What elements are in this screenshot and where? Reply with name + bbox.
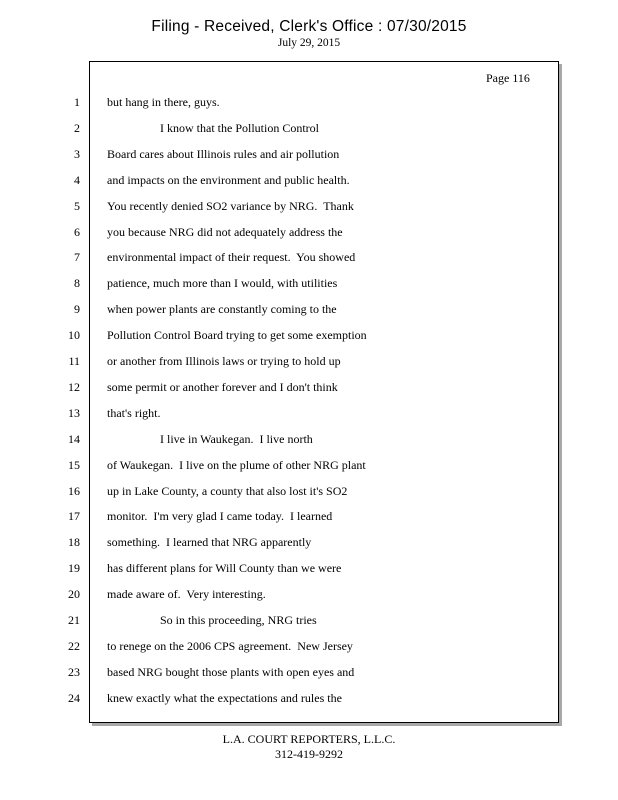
line-number: 7	[74, 250, 80, 264]
page-number: Page 116	[486, 71, 530, 85]
line-number: 18	[68, 535, 80, 549]
transcript-line-text: that's right.	[107, 406, 161, 420]
transcript-line-text: you because NRG did not adequately address the	[107, 225, 343, 239]
line-number: 4	[74, 173, 80, 187]
transcript-line-text: based NRG bought those plants with open eyes and	[107, 665, 355, 679]
transcript-line-text: or another from Illinois laws or trying to hold up	[107, 354, 341, 368]
court-reporter-phone: 312-419-9292	[275, 747, 343, 761]
line-number: 10	[68, 328, 80, 342]
line-number: 20	[68, 587, 80, 601]
transcript-line-text: knew exactly what the expectations and rules the	[107, 691, 342, 705]
line-number: 2	[74, 121, 80, 135]
line-number: 15	[68, 458, 80, 472]
transcript-line-text: Pollution Control Board trying to get some exemption	[107, 328, 367, 342]
transcript-line-text: So in this proceeding, NRG tries	[160, 613, 317, 627]
transcript-line-text: but hang in there, guys.	[107, 95, 220, 109]
filing-stamp: Filing - Received, Clerk's Office : 07/30/2015	[151, 18, 467, 35]
transcript-line-text: when power plants are constantly coming to the	[107, 302, 337, 316]
line-number: 3	[74, 147, 80, 161]
line-number: 16	[68, 484, 80, 498]
transcript-line-text: up in Lake County, a county that also lost it's SO2	[107, 484, 348, 498]
transcript-line-text: patience, much more than I would, with utilities	[107, 276, 338, 290]
line-number: 24	[68, 691, 80, 705]
transcript-line-text: You recently denied SO2 variance by NRG. Thank	[107, 199, 354, 213]
transcript-line-text: has different plans for Will County than we were	[107, 561, 342, 575]
line-number: 17	[68, 509, 80, 523]
transcript-date: July 29, 2015	[277, 37, 341, 49]
line-number: 19	[68, 561, 80, 575]
transcript-line-text: and impacts on the environment and public health.	[107, 173, 350, 187]
line-number: 23	[68, 665, 80, 679]
transcript-line-text: I know that the Pollution Control	[160, 121, 319, 135]
transcript-line-text: something. I learned that NRG apparently	[107, 535, 312, 549]
transcript-line-text: some permit or another forever and I don't think	[107, 380, 338, 394]
line-number: 5	[74, 199, 80, 213]
line-number: 9	[74, 302, 80, 316]
line-number: 21	[68, 613, 80, 627]
transcript-line-text: made aware of. Very interesting.	[107, 587, 266, 601]
transcript-line-text: Board cares about Illinois rules and air pollution	[107, 147, 340, 161]
transcript-line-text: environmental impact of their request. You showed	[107, 250, 356, 264]
line-number: 1	[74, 95, 80, 109]
court-reporter-name: L.A. COURT REPORTERS, L.L.C.	[222, 732, 396, 746]
transcript-line-text: to renege on the 2006 CPS agreement. New Jersey	[107, 639, 353, 653]
line-number: 8	[74, 276, 80, 290]
line-number: 22	[68, 639, 80, 653]
line-number: 11	[68, 354, 80, 368]
line-number: 13	[68, 406, 80, 420]
transcript-line-text: of Waukegan. I live on the plume of other NRG plant	[107, 458, 366, 472]
line-number: 12	[68, 380, 80, 394]
transcript-line-text: monitor. I'm very glad I came today. I learned	[107, 509, 333, 523]
line-number: 6	[74, 225, 80, 239]
line-number: 14	[68, 432, 80, 446]
transcript-line-text: I live in Waukegan. I live north	[160, 432, 313, 446]
